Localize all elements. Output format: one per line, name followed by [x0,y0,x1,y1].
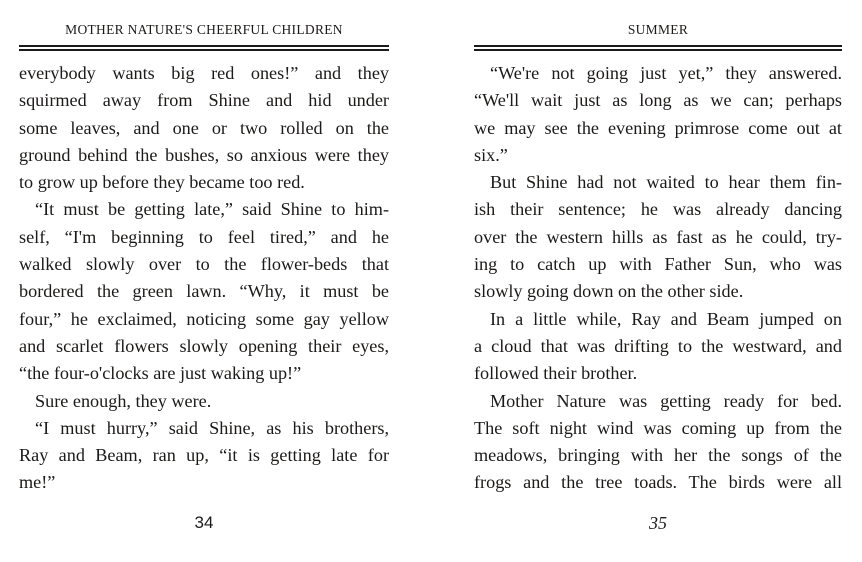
text-line: to grow up before they became too red. [19,172,305,193]
text-line: and scarlet flowers slowly opening their eyes, [19,335,389,356]
text-line: ing to catch up with Father Sun, who was [474,254,842,275]
text-line: squirmed away from Shine and hid under [19,90,389,111]
body-text-left [19,60,389,497]
text-line: But Shine had not waited to hear them fin- [490,172,842,193]
text-line: ish their sentence; he was already dancing [474,199,842,220]
text-line: The soft night wind was coming up from the [474,417,842,438]
body-text-right [474,60,842,497]
right-page [474,0,842,562]
running-head-right: SUMMER [627,22,689,37]
text-line: me!” [19,472,56,493]
text-line: Ray and Beam, ran up, “it is getting late for [19,445,389,466]
text-line: frogs and the tree toads. The birds were all [474,472,842,493]
text-line: “I must hurry,” said Shine, as his brothers, [35,417,389,438]
text-line: self, “I'm beginning to feel tired,” and he [19,226,389,247]
text-line: slowly going down on the other side. [474,281,744,302]
text-line: walked slowly over to the flower-beds that [19,254,389,275]
text-line: we may see the evening primrose come out at [474,117,842,138]
running-head-left: MOTHER NATURE'S CHEERFUL CHILDREN [65,22,343,37]
text-line: “We're not going just yet,” they answered. [490,63,842,83]
text-line: six.” [474,144,508,165]
text-line: “We'll wait just as long as we can; perhaps [474,90,842,111]
double-rule-right [474,45,842,51]
text-line: “It must be getting late,” said Shine to him- [35,199,389,220]
text-line: followed their brother. [474,363,638,384]
text-line: a cloud that was drifting to the westward, and [474,335,842,356]
double-rule-left [19,45,389,51]
text-line: In a little while, Ray and Beam jumped on [490,308,842,329]
text-line: meadows, bringing with her the songs of the [474,445,842,466]
text-line: some leaves, and one or two rolled on the [19,117,389,138]
text-line: bordered the green lawn. “Why, it must be [19,281,389,302]
text-line: four,” he exclaimed, noticing some gay yellow [19,308,389,329]
text-line: Sure enough, they were. [35,390,212,411]
left-page [19,0,389,562]
text-line: everybody wants big red ones!” and they [19,63,389,83]
text-line: Mother Nature was getting ready for bed. [490,390,842,411]
page-number-left: 34 [194,513,214,532]
page-number-right: 35 [649,513,667,533]
text-line: “the four-o'clocks are just waking up!” [19,363,302,384]
text-line: ground behind the bushes, so anxious were they [19,144,389,165]
text-line: over the western hills as fast as he could, try- [474,226,842,247]
